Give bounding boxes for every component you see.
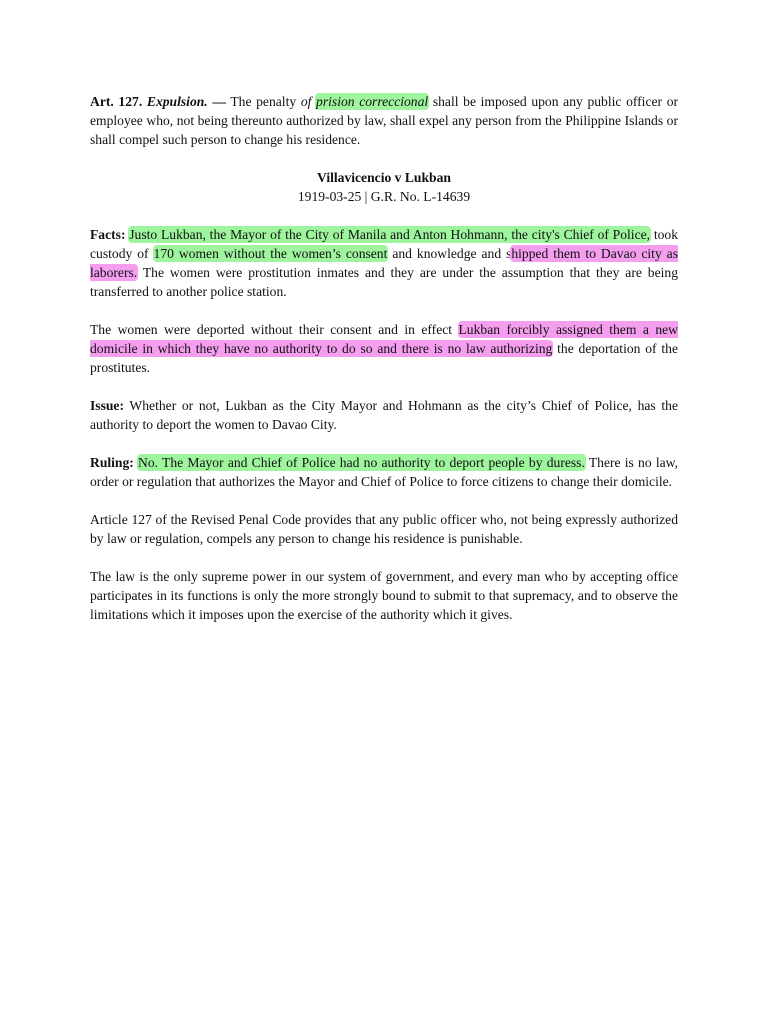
article-reference-paragraph: Article 127 of the Revised Penal Code provides that any public officer who, not being expressly authorized by law or regulation, compels any person to change his residence is punishable.	[90, 512, 678, 546]
ruling-text: There is no law, order or regulation that authorizes the Mayor and Chief of Police to force citizens to change their domicile.	[90, 455, 678, 489]
ruling-highlight: No. The Mayor and Chief of Police had no authority to deport people by duress.	[138, 455, 585, 470]
ruling-paragraph	[90, 453, 678, 491]
case-citation: 1919-03-25 | G.R. No. L-14639	[297, 189, 471, 204]
deported-highlight: Lukban forcibly assigned them a new domicile in which they have no authority to do so and there is no law authorizing	[90, 322, 678, 356]
facts-highlight-2: 170 women without the women’s consent	[153, 246, 388, 261]
facts-paragraph	[90, 225, 678, 301]
article-title: Expulsion.	[146, 94, 208, 109]
deported-text-1: The women were deported without their consent and in effect	[90, 322, 453, 337]
deported-paragraph	[90, 320, 678, 377]
issue-text: Whether or not, Lukban as the City Mayor and Hohmann as the city’s Chief of Police, has the authority to deport the women to Davao City.	[90, 398, 678, 432]
facts-label: Facts:	[90, 227, 126, 242]
article-dash: —	[212, 94, 226, 109]
facts-text-3: The women were prostitution inmates and they are under the assumption that they are being transferred to another police station.	[90, 265, 678, 299]
facts-text-2: and knowledge and s	[392, 246, 512, 261]
case-title: Villavicencio v Lukban	[317, 170, 451, 185]
issue-label: Issue:	[90, 398, 124, 413]
penalty-highlight: prision correccional	[316, 94, 429, 109]
facts-text-1: took custody of	[90, 227, 678, 261]
issue-paragraph	[90, 396, 678, 434]
ruling-label: Ruling:	[90, 455, 134, 470]
article-text-of: of	[300, 94, 312, 109]
closing-paragraph: The law is the only supreme power in our system of government, and every man who by accepting office participates in its functions is only the more strongly bound to submit to that supremacy, and to observe the limitations which it imposes upon the exercise of the authority which it gives.	[90, 569, 678, 622]
facts-highlight-1: Justo Lukban, the Mayor of the City of Manila and Anton Hohmann, the city's Chief of Police,	[129, 227, 651, 242]
article-text-2: shall be imposed upon any public officer or employee who, not being thereunto authorized by law, shall expel any person from the Philippine Islands or shall compel such person to change his residence.	[90, 94, 679, 147]
article-paragraph	[90, 92, 678, 149]
document-page	[90, 92, 678, 624]
facts-highlight-3: hipped them to Davao city as laborers.	[90, 246, 679, 280]
article-number: Art. 127.	[90, 94, 143, 109]
article-text-1: The penalty	[230, 94, 297, 109]
deported-text-2: the deportation of the prostitutes.	[90, 341, 678, 375]
